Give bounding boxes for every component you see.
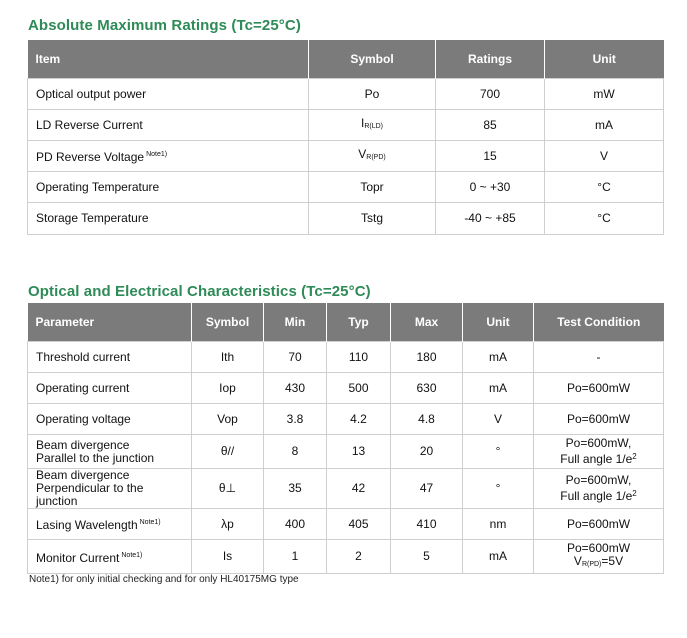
item-cell bbox=[28, 141, 309, 172]
symbol-cell: Ith bbox=[192, 342, 264, 373]
max-cell: 20 bbox=[391, 435, 463, 469]
note-marker: Note1) bbox=[139, 519, 161, 526]
parameter-cell bbox=[28, 509, 192, 540]
condition-subscript: R(PD) bbox=[581, 561, 602, 568]
header-parameter: Parameter bbox=[28, 303, 192, 342]
item-label: PD Reverse Voltage bbox=[36, 150, 145, 164]
unit-cell: ° bbox=[463, 469, 534, 509]
optical-title: Optical and Electrical Characteristics (Tc=25°C) bbox=[28, 283, 371, 300]
condition-cell bbox=[534, 404, 664, 435]
condition-line: Po=600mW bbox=[566, 411, 631, 426]
condition-line-2: V bbox=[573, 554, 582, 568]
abs-max-title: Absolute Maximum Ratings (Tc=25°C) bbox=[28, 17, 301, 34]
condition-line: Po=600mW bbox=[566, 541, 631, 555]
max-cell: 5 bbox=[391, 540, 463, 574]
symbol-subscript: R(PD) bbox=[366, 154, 386, 161]
table-row bbox=[28, 79, 664, 110]
header-item: Item bbox=[28, 40, 309, 79]
condition-cell bbox=[534, 342, 664, 373]
item-cell bbox=[28, 172, 309, 203]
item-cell bbox=[28, 110, 309, 141]
footnote: Note1) for only initial checking and for only HL40175MG type bbox=[29, 574, 299, 585]
table-row bbox=[28, 110, 664, 141]
table-row bbox=[28, 203, 664, 235]
symbol-cell: θ⊥ bbox=[192, 469, 264, 509]
unit-cell: °C bbox=[545, 203, 664, 235]
header-typ: Typ bbox=[327, 303, 391, 342]
symbol-cell bbox=[309, 79, 436, 110]
typ-cell: 2 bbox=[327, 540, 391, 574]
parameter-cell bbox=[28, 540, 192, 574]
min-cell: 430 bbox=[264, 373, 327, 404]
condition-cell bbox=[534, 469, 664, 509]
symbol-subscript: R(LD) bbox=[364, 123, 383, 130]
typ-cell: 13 bbox=[327, 435, 391, 469]
optical-header-row bbox=[28, 303, 664, 342]
condition-cell bbox=[534, 540, 664, 574]
unit-cell: mA bbox=[463, 373, 534, 404]
unit-cell: ° bbox=[463, 435, 534, 469]
min-cell: 70 bbox=[264, 342, 327, 373]
item-label: Storage Temperature bbox=[36, 211, 149, 225]
ratings-cell: 0 ~ +30 bbox=[436, 172, 545, 203]
parameter-cell bbox=[28, 373, 192, 404]
optical-table bbox=[27, 303, 664, 574]
unit-cell: mA bbox=[463, 540, 534, 574]
typ-cell: 42 bbox=[327, 469, 391, 509]
header-ratings: Ratings bbox=[436, 40, 545, 79]
ratings-cell: 85 bbox=[436, 110, 545, 141]
item-cell bbox=[28, 79, 309, 110]
symbol-main: Tstg bbox=[360, 211, 383, 225]
parameter-label: Operating voltage bbox=[36, 411, 131, 426]
ratings-cell: 700 bbox=[436, 79, 545, 110]
condition-line-2: Full angle 1/e bbox=[560, 489, 633, 503]
symbol-main: Topr bbox=[360, 179, 384, 194]
typ-cell: 500 bbox=[327, 373, 391, 404]
symbol-cell bbox=[309, 203, 436, 235]
condition-superscript: 2 bbox=[632, 452, 637, 461]
min-cell: 3.8 bbox=[264, 404, 327, 435]
symbol-cell: Is bbox=[192, 540, 264, 574]
condition-cell bbox=[534, 373, 664, 404]
min-cell: 8 bbox=[264, 435, 327, 469]
symbol-cell: θ// bbox=[192, 435, 264, 469]
unit-cell: V bbox=[545, 141, 664, 172]
condition-line: Po=600mW bbox=[566, 380, 631, 395]
parameter-label: Beam divergence bbox=[36, 468, 130, 482]
unit-cell: °C bbox=[545, 172, 664, 203]
header-min: Min bbox=[264, 303, 327, 342]
header-unit: Unit bbox=[463, 303, 534, 342]
parameter-cell bbox=[28, 342, 192, 373]
typ-cell: 110 bbox=[327, 342, 391, 373]
parameter-cell bbox=[28, 435, 192, 469]
symbol-main: V bbox=[358, 147, 367, 161]
item-label: Operating Temperature bbox=[36, 179, 160, 194]
condition-line: Po=600mW, bbox=[565, 473, 632, 487]
symbol-main: Po bbox=[364, 86, 380, 101]
symbol-cell: λp bbox=[192, 509, 264, 540]
parameter-cell bbox=[28, 404, 192, 435]
parameter-label: Lasing Wavelength bbox=[36, 518, 138, 532]
condition-line: Po=600mW bbox=[566, 516, 631, 531]
table-row bbox=[28, 373, 664, 404]
header-symbol: Symbol bbox=[309, 40, 436, 79]
header-max: Max bbox=[391, 303, 463, 342]
parameter-detail: Parallel to the junction bbox=[36, 450, 155, 465]
unit-cell: mA bbox=[463, 342, 534, 373]
parameter-label: Beam divergence bbox=[36, 437, 130, 452]
symbol-cell: Iop bbox=[192, 373, 264, 404]
min-cell: 400 bbox=[264, 509, 327, 540]
item-label: LD Reverse Current bbox=[36, 117, 143, 132]
symbol-cell bbox=[309, 172, 436, 203]
symbol-cell bbox=[309, 141, 436, 172]
table-row bbox=[28, 172, 664, 203]
parameter-cell bbox=[28, 469, 192, 509]
condition-cell bbox=[534, 509, 664, 540]
condition-cell bbox=[534, 435, 664, 469]
table-row bbox=[28, 435, 664, 469]
ratings-cell: 15 bbox=[436, 141, 545, 172]
table-row bbox=[28, 540, 664, 574]
abs-max-table bbox=[27, 40, 664, 235]
table-row bbox=[28, 342, 664, 373]
symbol-cell bbox=[309, 110, 436, 141]
parameter-label: Monitor Current bbox=[36, 550, 120, 565]
symbol-main: I bbox=[360, 116, 365, 130]
condition-line: Po=600mW, bbox=[565, 436, 632, 450]
table-row bbox=[28, 509, 664, 540]
abs-max-header-row bbox=[28, 40, 664, 79]
condition-superscript: 2 bbox=[632, 489, 637, 498]
condition-line-2: Full angle 1/e bbox=[560, 452, 633, 466]
header-test-condition: Test Condition bbox=[534, 303, 664, 342]
symbol-cell: Vop bbox=[192, 404, 264, 435]
item-label: Optical output power bbox=[36, 86, 147, 101]
table-row bbox=[28, 469, 664, 509]
max-cell: 410 bbox=[391, 509, 463, 540]
header-symbol: Symbol bbox=[192, 303, 264, 342]
unit-cell: mW bbox=[545, 79, 664, 110]
max-cell: 4.8 bbox=[391, 404, 463, 435]
parameter-label: Operating current bbox=[36, 380, 130, 395]
typ-cell: 405 bbox=[327, 509, 391, 540]
max-cell: 47 bbox=[391, 469, 463, 509]
unit-cell: V bbox=[463, 404, 534, 435]
ratings-cell: -40 ~ +85 bbox=[436, 203, 545, 235]
unit-cell: mA bbox=[545, 110, 664, 141]
typ-cell: 4.2 bbox=[327, 404, 391, 435]
min-cell: 1 bbox=[264, 540, 327, 574]
note-marker: Note1) bbox=[146, 151, 168, 158]
min-cell: 35 bbox=[264, 469, 327, 509]
unit-cell: nm bbox=[463, 509, 534, 540]
max-cell: 630 bbox=[391, 373, 463, 404]
item-cell bbox=[28, 203, 309, 235]
table-row bbox=[28, 141, 664, 172]
condition-line: - bbox=[596, 349, 601, 364]
max-cell: 180 bbox=[391, 342, 463, 373]
header-unit: Unit bbox=[545, 40, 664, 79]
note-marker: Note1) bbox=[121, 551, 143, 559]
parameter-label: Threshold current bbox=[36, 349, 131, 364]
condition-tail: =5V bbox=[601, 554, 624, 568]
table-row bbox=[28, 404, 664, 435]
parameter-detail: Perpendicular to the junction bbox=[36, 481, 144, 508]
